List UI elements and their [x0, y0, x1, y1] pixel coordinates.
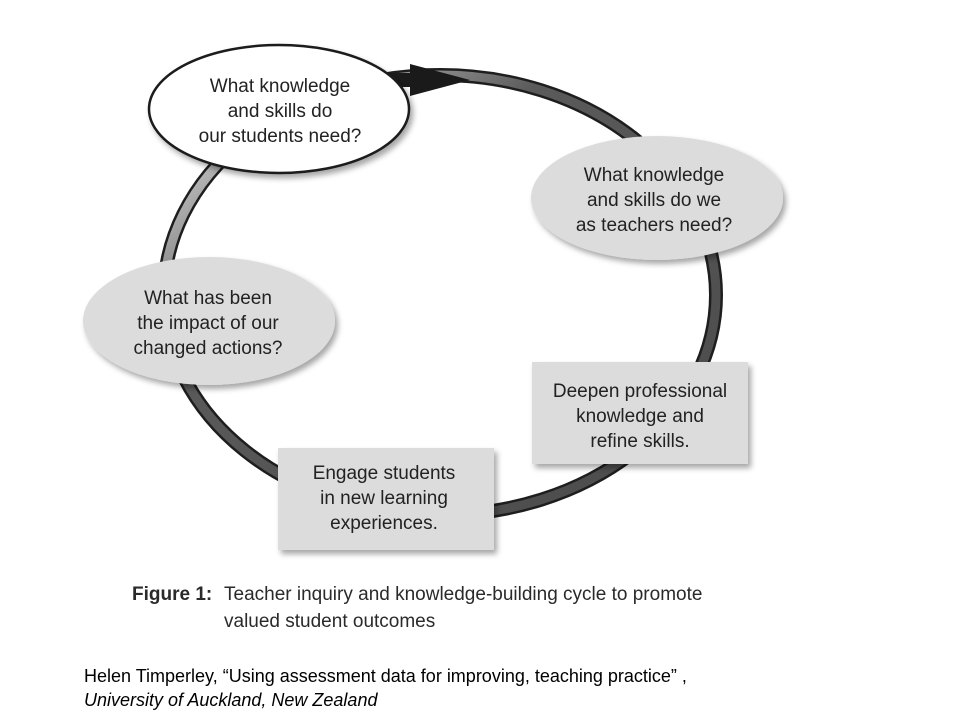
node-engage-line-3: experiences.: [330, 513, 438, 534]
node-impact-line-3: changed actions?: [133, 338, 283, 359]
node-students-need-line-2: and skills do: [227, 101, 333, 122]
node-engage-line-1: Engage students: [312, 463, 456, 484]
node-deepen-line-1: Deepen professional: [552, 381, 728, 402]
node-teachers-need-line-3: as teachers need?: [575, 215, 733, 236]
figure-caption: [132, 584, 702, 632]
node-impact: [83, 257, 335, 385]
node-students-need: [149, 45, 409, 173]
node-deepen-line-3: refine skills.: [590, 431, 690, 452]
source-credit-line-2: University of Auckland, New Zealand: [84, 690, 378, 710]
node-impact-line-1: What has been: [144, 288, 272, 309]
node-students-need-line-3: our students need?: [198, 126, 362, 147]
node-students-need-line-1: What knowledge: [209, 76, 351, 97]
figure-caption-line-1: Teacher inquiry and knowledge-building cycle to promote: [224, 584, 703, 605]
node-deepen: [532, 362, 748, 464]
node-deepen-line-2: knowledge and: [576, 406, 704, 427]
source-credit: [84, 664, 924, 712]
node-impact-line-2: the impact of our: [137, 313, 279, 334]
node-teachers-need-line-1: What knowledge: [583, 165, 725, 186]
node-engage-line-2: in new learning: [320, 488, 448, 509]
source-credit-line-1: Helen Timperley, “Using assessment data for improving, teaching practice” ,: [84, 666, 687, 686]
figure-caption-line-2: valued student outcomes: [224, 611, 436, 632]
node-engage: [278, 448, 494, 550]
node-teachers-need: [531, 136, 783, 260]
figure-caption-label: Figure 1:: [132, 584, 213, 605]
node-teachers-need-line-2: and skills do we: [586, 190, 722, 211]
